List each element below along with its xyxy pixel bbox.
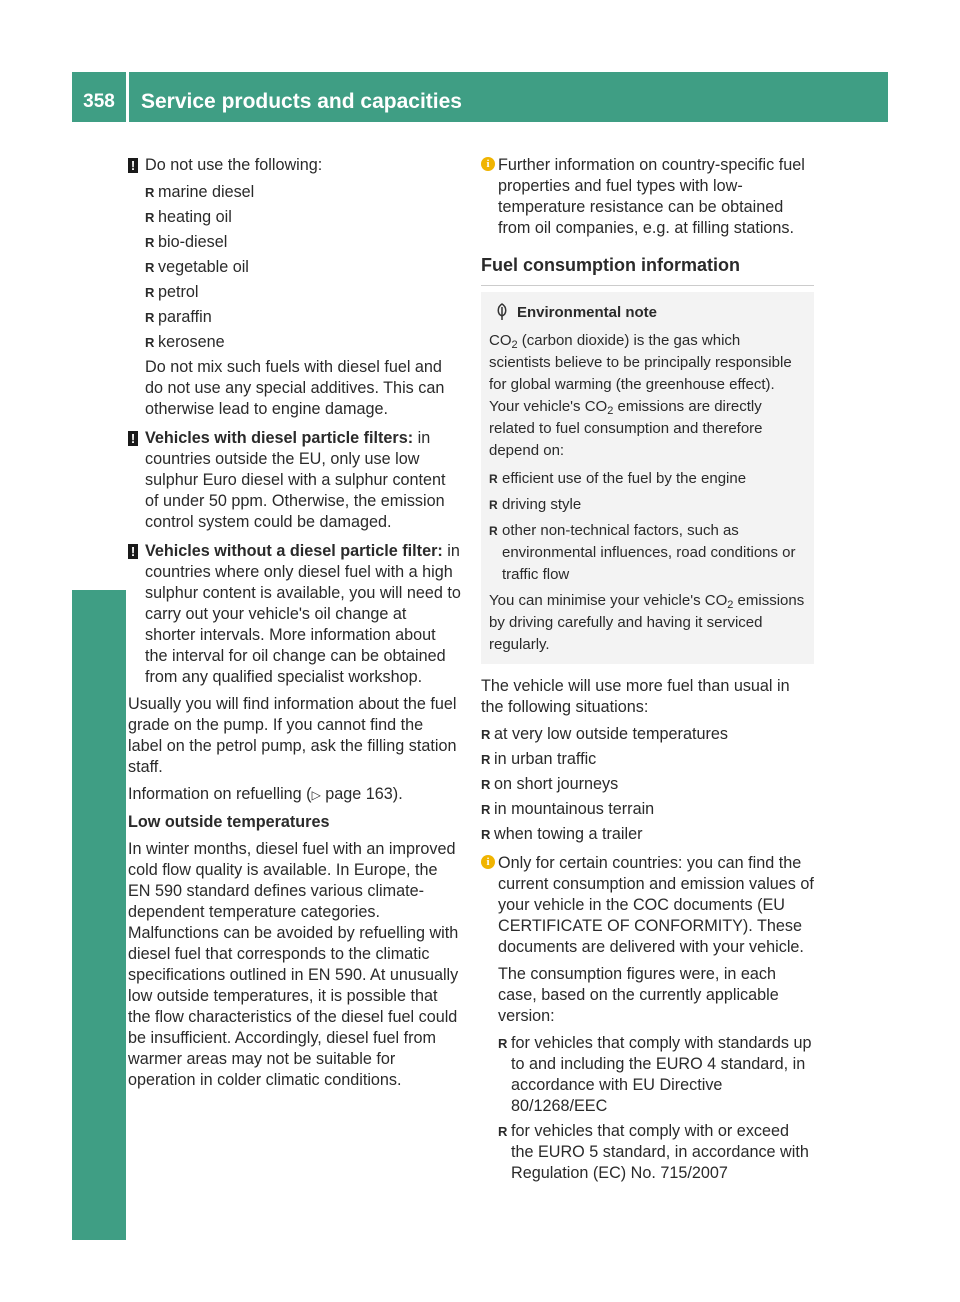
warning-block-fuels [128,155,461,420]
list-item: R other non-technical factors, such as environmental influences, road conditions or traffic flow [489,520,806,586]
environmental-note [481,292,814,664]
list-item: R for vehicles that comply with or exceed the EURO 5 standard, in accordance with Regulation (EC) No. 715/2007 [498,1121,814,1184]
left-column [128,155,461,1097]
info-text: Further information on country-specific fuel properties and fuel types with low-temperature resistance can be obtained from oil companies, e.g. at filling stations. [498,156,805,237]
info-icon: i [481,157,495,171]
page-number: 358 [72,72,126,122]
page-title: Service products and capacities [129,72,888,122]
list-item: R bio-diesel [145,232,461,253]
list-item: R in mountainous terrain [481,799,814,820]
env-paragraph-1: $CO_2$ (carbon dioxide) is the gas which scientists believe to be principally responsible for global warming (the greenhouse effect). Your vehicle's $CO_2$ emissions are directly related to fuel consumption and therefore depend on: [489,332,792,459]
page-header [72,72,888,122]
list-item: R at very low outside temperatures [481,724,814,745]
low-temperature-paragraph: In winter months, diesel fuel with an improved cold flow quality is available. In Europe, the EN 590 standard defines various climate-dependent temperature categories. Malfunctions can be avoided by refuelling with diesel fuel that corresponds to the climatic specifications outlined in EN 590. At unusually low outside temperatures, it is possible that the flow characteristics of the diesel fuel could be insufficient. Accordingly, diesel fuel from warmer areas may not be suitable for operation in colder climatic conditions. [128,840,459,1089]
warning-block-no-particle-filter [128,541,461,688]
info-block-country-fuel [481,155,814,239]
env-factor-list [489,468,806,586]
environment-leaf-icon [495,303,509,328]
list-item: R kerosene [145,332,461,353]
list-item: R vegetable oil [145,257,461,278]
list-item: R marine diesel [145,182,461,203]
warning-heading: Vehicles without a diesel particle filter: [145,542,443,560]
page-reference-link[interactable]: page 163). [320,785,403,803]
list-item: R petrol [145,282,461,303]
warning-icon: ! [128,158,138,173]
warning-text: in countries outside the EU, only use low sulphur Euro diesel with a sulphur content of under 50 ppm. Otherwise, the emission control system could be damaged. [145,429,446,531]
list-item: R when towing a trailer [481,824,814,845]
list-item: R for vehicles that comply with standards up to and including the EURO 4 standard, in accordance with EU Directive 80/1268/EEC [498,1033,814,1117]
subheading-low-temperatures: Low outside temperatures [128,813,330,831]
list-item: R paraffin [145,307,461,328]
list-item: R driving style [489,494,806,516]
warning-intro: Do not use the following: [145,156,323,174]
warning-text: in countries where only diesel fuel with a high sulphur content is available, you will need to carry out your vehicle's oil change at shorter intervals. More information about the interval for oil change can be obtained from any qualified specialist workshop. [145,542,461,686]
forbidden-fuel-list [145,182,461,353]
refuelling-reference: Information on refuelling (▷ page 163). [128,785,403,803]
list-item: R heating oil [145,207,461,228]
consumption-situations-intro: The vehicle will use more fuel than usual in the following situations: [481,677,790,716]
standards-list [498,1033,814,1184]
info-block-coc [481,853,814,1184]
fuel-grade-paragraph: Usually you will find information about the fuel grade on the pump. If you cannot find the label on the petrol pump, ask the filling station staff. [128,695,457,776]
info-text: The consumption figures were, in each case, based on the currently applicable version: [498,965,779,1025]
warning-icon: ! [128,431,138,446]
info-text: Only for certain countries: you can find the current consumption and emission values of your vehicle in the COC documents (EU CERTIFICATE OF CONFORMITY). These documents are delivered with your vehicle. [498,854,814,956]
side-tab [72,590,126,1240]
warning-after-text: Do not mix such fuels with diesel fuel and do not use any special additives. This can otherwise lead to engine damage. [145,358,445,418]
right-column [481,155,814,1188]
warning-heading: Vehicles with diesel particle filters: [145,429,414,447]
section-title: Fuel consumption information [481,253,814,286]
list-item: R efficient use of the fuel by the engine [489,468,806,490]
environmental-note-title: Environmental note [517,304,658,321]
info-icon: i [481,855,495,869]
list-item: R in urban traffic [481,749,814,770]
situation-list [481,724,814,845]
warning-icon: ! [128,544,138,559]
list-item: R on short journeys [481,774,814,795]
warning-block-particle-filter [128,428,461,533]
page-reference-arrow-icon: ▷ [311,788,321,802]
env-paragraph-2: You can minimise your vehicle's $CO_2$ emissions by driving carefully and having it serviced regularly. [489,592,805,653]
